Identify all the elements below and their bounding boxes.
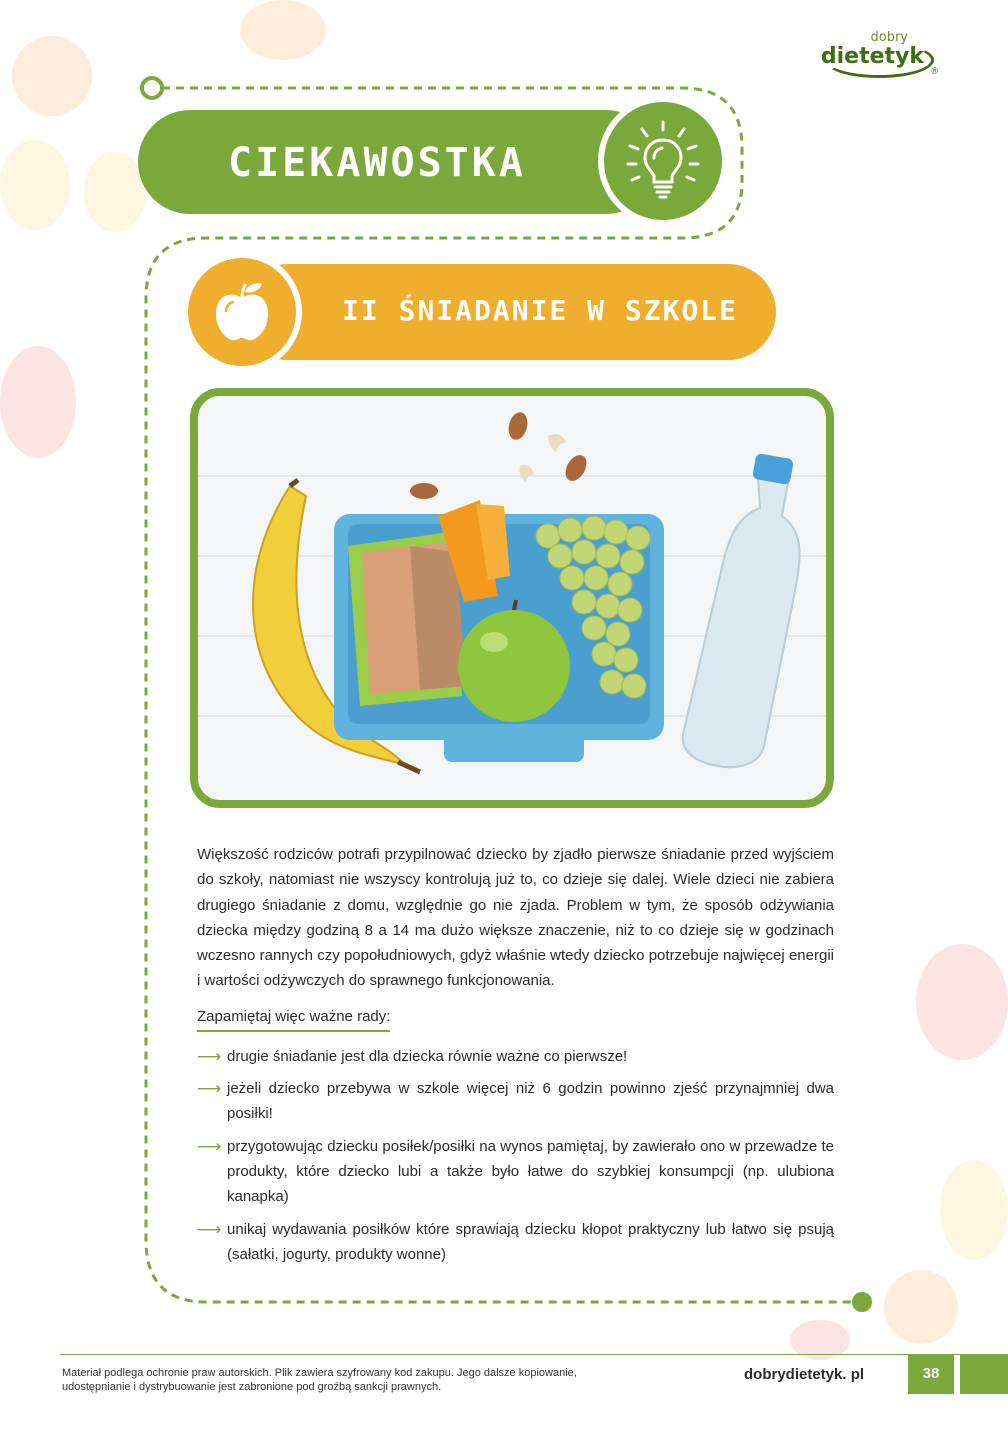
title-icon-badge	[598, 96, 728, 226]
arrow-right-icon: ⟶	[197, 1219, 222, 1239]
apple-icon	[212, 280, 272, 344]
tip-text: jeżeli dziecko przebywa w szkole więcej niż 6 godzin powinno zjeść przynajmniej dwa posiłki!	[227, 1080, 834, 1123]
copyright-note: Materiał podlega ochronie praw autorskich. Plik zawiera szyfrowany kod zakupu. Jego dalsze kopiowanie, udostępnianie i dystrybuowanie jest zabronione pod groźbą sankcji prawnych.	[62, 1367, 577, 1393]
subtitle-banner	[240, 264, 776, 360]
tips-list	[197, 1044, 834, 1267]
list-item	[197, 1134, 834, 1210]
list-item	[197, 1076, 834, 1127]
page-number: 38	[908, 1354, 954, 1394]
page-tab-decoration	[960, 1354, 1008, 1394]
logo-top-text: dobry	[870, 30, 908, 45]
arrow-right-icon: ⟶	[197, 1136, 222, 1156]
tip-text: drugie śniadanie jest dla dziecka równie ważne co pierwsze!	[227, 1047, 628, 1065]
article-content	[197, 842, 834, 1274]
arrow-right-icon: ⟶	[197, 1079, 222, 1099]
list-item	[197, 1044, 834, 1069]
frame-end-dot	[852, 1292, 872, 1312]
title-banner	[138, 110, 658, 214]
tip-text: unikaj wydawania posiłków które sprawiają dziecku kłopot praktyczny lub łatwo się psują (sałatki, jogurty, produkty wonne)	[227, 1220, 834, 1263]
tips-heading: Zapamiętaj więc ważne rady:	[197, 1006, 390, 1032]
lightbulb-icon	[624, 120, 702, 202]
tip-text: przygotowując dziecku posiłek/posiłki na wynos pamiętaj, by zawierało ono w przewadze te produkty, które dziecko lubi a także było łatwe do szybkiej konsumpcji (np. ulubiona kanapka)	[227, 1137, 834, 1206]
logo-main-text: dietetyk	[820, 44, 924, 69]
frame-start-dot	[142, 78, 162, 98]
footer-website[interactable]: dobrydietetyk. pl	[744, 1366, 865, 1383]
subtitle-icon-badge	[182, 252, 302, 372]
lunchbox-illustration	[198, 396, 826, 800]
logo-registered-mark: ®	[931, 66, 938, 76]
arrow-right-icon: ⟶	[197, 1046, 222, 1066]
page-subtitle: II ŚNIADANIE W SZKOLE	[342, 294, 739, 327]
footer-divider	[60, 1354, 1008, 1355]
intro-paragraph: Większość rodziców potrafi przypilnować dziecko by zjadło pierwsze śniadanie przed wyjściem do szkoły, natomiast nie wszyscy kontrolują już to, co dzieje się dalej. Wiele dzieci nie zabiera drugiego śniadanie z domu, względnie go nie zjada. Problem w tym, że sposób odżywiania dziecka między godziną 8 a 14 ma dużo większe znaczenie, niż to co dzieje się w godzinach wczesno rannych czy popołudniowych, gdyż właśnie wtedy dziecko potrzebuje najwięcej energii i wartości odżywczych do sprawnego funkcjonowania.	[197, 846, 834, 990]
list-item	[197, 1217, 834, 1268]
lunchbox-photo	[190, 388, 834, 808]
page-title: CIEKAWOSTKA	[228, 140, 526, 186]
